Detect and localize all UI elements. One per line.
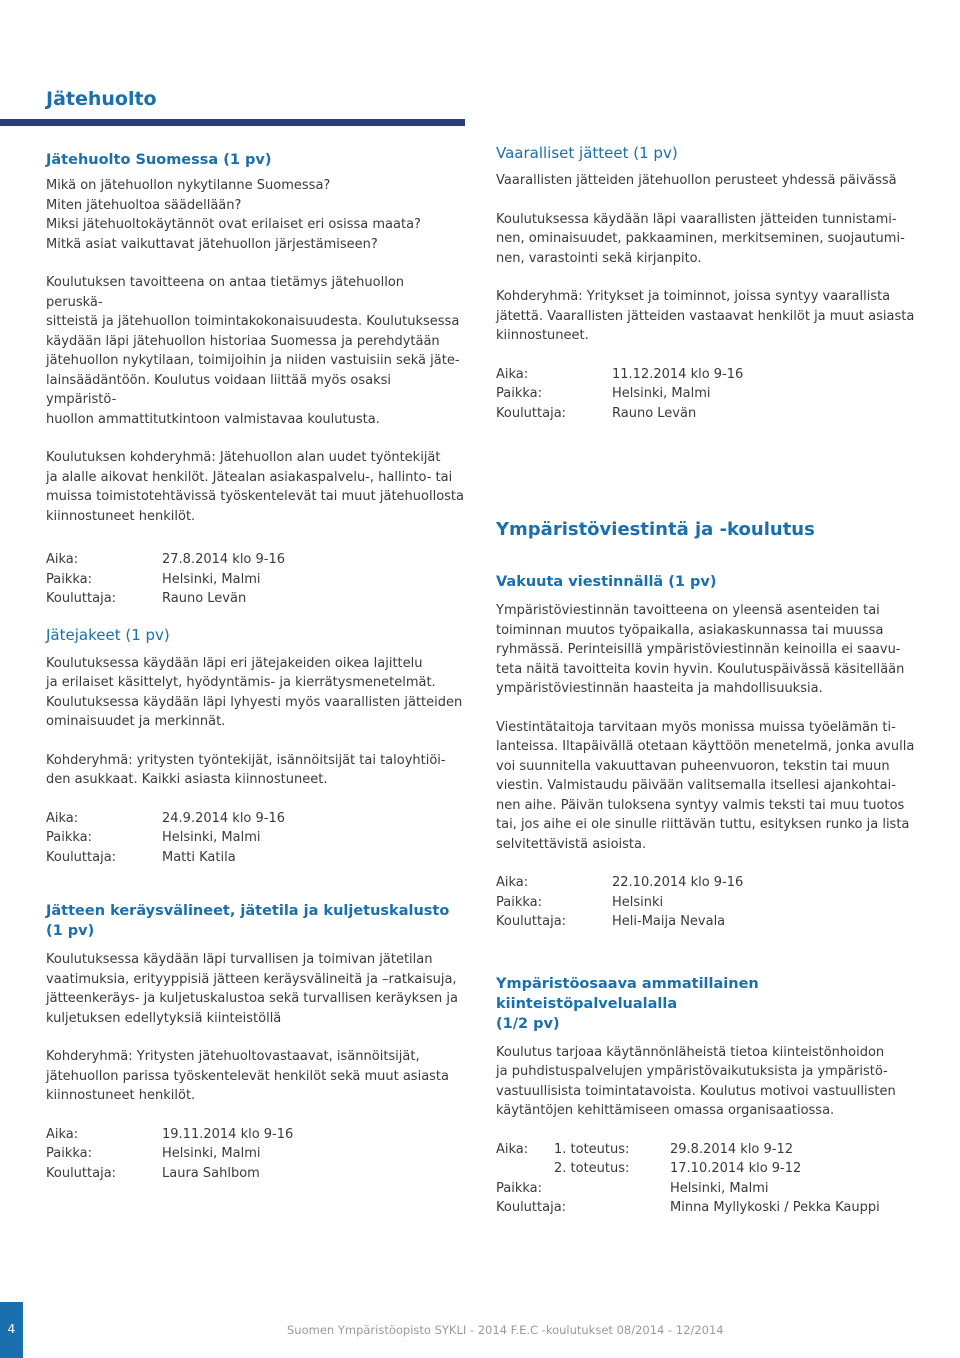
body-line: Koulutuksessa käydään läpi lyhyesti myös vaarallisten jätteiden: [46, 694, 463, 710]
target-group-line: jätehuollon parissa työskentelevät henkilöt sekä muut asiasta: [46, 1068, 449, 1084]
course-info: [46, 809, 464, 868]
body-line: nen, varastointi sekä kirjanpito.: [496, 250, 702, 266]
body-line: ja puhdistuspalvelujen ympäristövaikutuksista ja ympäristö-: [496, 1064, 888, 1079]
target-group-line: Kohderyhmä: Yritysten jätehuoltovastaavat, isännöitsijät,: [46, 1049, 420, 1064]
kouluttaja-value: Heli-Maija Nevala: [612, 914, 726, 929]
target-group-line: den asukkaat. Kaikki asiasta kiinnostuneet.: [46, 772, 328, 787]
body-line: Ympäristöviestinnän tavoitteena on yleensä asenteiden tai: [496, 603, 880, 618]
right-column: [496, 143, 916, 1218]
body-line: teta näitä tavoitteita kovin hyvin. Koulutuspäivässä käsitellään: [496, 661, 905, 677]
footer-text: Suomen Ympäristöopisto SYKLI - 2014 F.E.C -koulutukset 08/2014 - 12/2014: [287, 1323, 724, 1337]
body-line: toiminnan muutos työpaikalla, asiakaskunnassa tai muussa: [496, 622, 884, 638]
toteutus1-label: 1. toteutus:: [554, 1141, 630, 1157]
body-line: lainsäädäntöön. Koulutus voidaan liittää myös osaksi ympäristö-: [46, 372, 391, 407]
paikka-value: Helsinki, Malmi: [162, 830, 261, 845]
body-line: Koulutuksessa käydään läpi vaarallisten jätteiden tunnistami-: [496, 211, 897, 227]
section-title-ymparistoviestinta: Ympäristöviestintä ja -koulutus: [496, 519, 815, 540]
course-info: [46, 1125, 464, 1184]
kouluttaja-label: Kouluttaja:: [496, 1200, 567, 1215]
target-group-line: kiinnostuneet henkilöt.: [46, 1088, 196, 1103]
target-group-line: kiinnostuneet.: [496, 328, 589, 343]
section-heading-keraysvalineet: Jätteen keräysvälineet, jätetila ja kuljetuskalusto (1 pv): [46, 903, 450, 939]
paikka-value: Helsinki, Malmi: [162, 571, 261, 587]
section-heading-vakuuta-viestinnalla: Vakuuta viestinnällä (1 pv): [496, 574, 717, 590]
toteutus2-label: 2. toteutus:: [554, 1161, 630, 1176]
course-info: [496, 1140, 916, 1218]
body-line: nen, ominaisuudet, pakkaaminen, merkitseminen, suojautumi-: [496, 231, 905, 246]
toteutus2-value: 17.10.2014 klo 9-12: [670, 1161, 802, 1176]
target-group-line: kiinnostuneet henkilöt.: [46, 508, 196, 524]
course-info: [46, 550, 464, 609]
paikka-value: Helsinki: [612, 894, 664, 910]
aika-value: 22.10.2014 klo 9-16: [612, 875, 744, 890]
body-line: vastuullisista toimintatavoista. Koulutus motivoi vastuullisten: [496, 1083, 896, 1099]
paikka-label: Paikka:: [46, 830, 93, 845]
body-line: ja erilaiset käsittelyt, hyödyntämis- ja kierrätysmenetelmät.: [46, 675, 436, 690]
body-line: sitteistä ja jätehuollon toimintakokonaisuudesta. Koulutuksessa: [46, 314, 460, 329]
kouluttaja-value: Rauno Levän: [612, 405, 697, 421]
body-line: jätehuollon nykytilaan, toimijoihin ja niiden vastuisiin sekä jäte-: [46, 353, 460, 368]
body-line: voi suunnitella vakuuttavan puheenvuoron, tekstin tai muun: [496, 758, 890, 774]
target-group-line: Kohderyhmä: yritysten työntekijät, isännöitsijät tai taloyhtiöi-: [46, 752, 446, 768]
body-line: selvitettävistä asioista.: [496, 836, 647, 852]
section-heading-ymparistoosaava: [496, 974, 916, 1034]
page-title: Jätehuolto: [46, 88, 157, 110]
paikka-label: Paikka:: [46, 571, 93, 587]
paikka-value: Helsinki, Malmi: [612, 386, 711, 401]
heading-line: (1/2 pv): [496, 1015, 560, 1032]
body-line: lanteissa. Iltapäivällä otetaan käyttöön menetelmä, jonka avulla: [496, 739, 915, 754]
body-line: ryhmässä. Perinteisillä ympäristöviestinnän keinoilla ei saavu-: [496, 642, 901, 657]
aika-value: 19.11.2014 klo 9-16: [162, 1126, 294, 1142]
body-line: ominaisuudet ja merkinnät.: [46, 714, 226, 729]
aika-value: 11.12.2014 klo 9-16: [612, 366, 744, 382]
body-line: Koulutuksen tavoitteena on antaa tietämys jätehuollon peruskä-: [46, 275, 405, 310]
heading-line: Ympäristöosaava ammatillainen kiinteistöpalvelualalla: [496, 975, 759, 1012]
body-line: käydään läpi jätehuollon historiaa Suomessa ja perehdytään: [46, 333, 440, 349]
paikka-label: Paikka:: [46, 1146, 93, 1161]
toteutus1-value: 29.8.2014 klo 9-12: [670, 1141, 794, 1157]
kouluttaja-label: Kouluttaja:: [46, 1165, 117, 1181]
body-line: Viestintätaitoja tarvitaan myös monissa muissa työelämän ti-: [496, 719, 896, 735]
target-group-line: Koulutuksen kohderyhmä: Jätehuollon alan uudet työntekijät: [46, 450, 441, 465]
question: Miksi jätehuoltokäytännöt ovat erilaiset eri osissa maata?: [46, 217, 421, 232]
section-heading-vaaralliset-jatteet: Vaaralliset jätteet (1 pv): [496, 144, 678, 162]
course-info: [496, 365, 916, 424]
paikka-label: Paikka:: [496, 894, 543, 910]
kouluttaja-value: Matti Katila: [162, 849, 236, 865]
question: Mitkä asiat vaikuttavat jätehuollon järjestämiseen?: [46, 236, 378, 252]
kouluttaja-label: Kouluttaja:: [46, 849, 117, 865]
body-line: tai, jos aihe ei ole sinulle riittävän tuttu, esityksen runko ja lista: [496, 817, 910, 832]
paikka-value: Helsinki, Malmi: [162, 1146, 261, 1161]
body-line: nen aihe. Päivän tuloksena syntyy valmis teksti tai muu tuotos: [496, 797, 905, 813]
course-info: [496, 873, 916, 932]
kouluttaja-label: Kouluttaja:: [46, 591, 117, 606]
aika-label: Aika:: [46, 552, 79, 567]
subtitle: Vaarallisten jätteiden jätehuollon perusteet yhdessä päivässä: [496, 173, 897, 188]
body-line: Koulutuksessa käydään läpi eri jätejakeiden oikea lajittelu: [46, 655, 423, 671]
aika-label: Aika:: [46, 1126, 79, 1142]
section-heading-jatehuolto-suomessa: Jätehuolto Suomessa (1 pv): [46, 152, 272, 168]
section-heading-jatejakeet: Jätejakeet (1 pv): [46, 625, 170, 644]
body-line: Koulutuksessa käydään läpi turvallisen ja toimivan jätetilan: [46, 952, 433, 967]
title-rule: [0, 119, 465, 126]
body-line: käytäntöjen kehittämiseen omassa organisaatiossa.: [496, 1103, 835, 1118]
question: Mikä on jätehuollon nykytilanne Suomessa?: [46, 178, 331, 193]
kouluttaja-label: Kouluttaja:: [496, 405, 567, 421]
aika-label: Aika:: [46, 810, 79, 826]
target-group-line: jätettä. Vaarallisten jätteiden vastaavat henkilöt ja muut asiasta: [496, 308, 915, 324]
aika-label: Aika:: [496, 1141, 529, 1157]
target-group-line: muissa toimistotehtävissä työskentelevät tai muut jätehuollosta: [46, 489, 464, 504]
body-line: jätteenkeräys- ja kuljetuskalustoa sekä turvallisen keräyksen ja: [46, 991, 458, 1006]
target-group-line: Kohderyhmä: Yritykset ja toiminnot, joissa syntyy vaarallista: [496, 289, 891, 304]
question: Miten jätehuoltoa säädellään?: [46, 197, 242, 213]
kouluttaja-value: Minna Myllykoski / Pekka Kauppi: [670, 1200, 880, 1215]
body-line: Koulutus tarjoaa käytännönläheistä tietoa kiinteistönhoidon: [496, 1044, 885, 1060]
body-line: ympäristöviestinnän haasteita ja mahdollisuuksia.: [496, 681, 823, 696]
paikka-label: Paikka:: [496, 1180, 543, 1196]
body-line: kuljetuksen edellytyksiä kiinteistöllä: [46, 1010, 282, 1026]
paikka-label: Paikka:: [496, 386, 543, 401]
body-line: viestin. Valmistaudu päivään valitsemalla itsellesi ajankohtai-: [496, 778, 896, 793]
kouluttaja-value: Laura Sahlbom: [162, 1165, 260, 1181]
aika-value: 27.8.2014 klo 9-16: [162, 552, 286, 567]
aika-value: 24.9.2014 klo 9-16: [162, 810, 286, 826]
kouluttaja-label: Kouluttaja:: [496, 914, 567, 929]
paikka-value: Helsinki, Malmi: [670, 1180, 769, 1196]
aika-label: Aika:: [496, 875, 529, 890]
body-line: huollon ammattitutkintoon valmistavaa koulutusta.: [46, 411, 380, 427]
aika-label: Aika:: [496, 366, 529, 382]
target-group-line: ja alalle aikovat henkilöt. Jätealan asiakaspalvelu-, hallinto- tai: [46, 469, 453, 485]
page-number: 4: [0, 1302, 23, 1358]
body-line: vaatimuksia, erityyppisiä jätteen keräysvälineitä ja –ratkaisuja,: [46, 971, 457, 987]
left-column: [46, 150, 464, 1183]
kouluttaja-value: Rauno Levän: [162, 591, 247, 606]
